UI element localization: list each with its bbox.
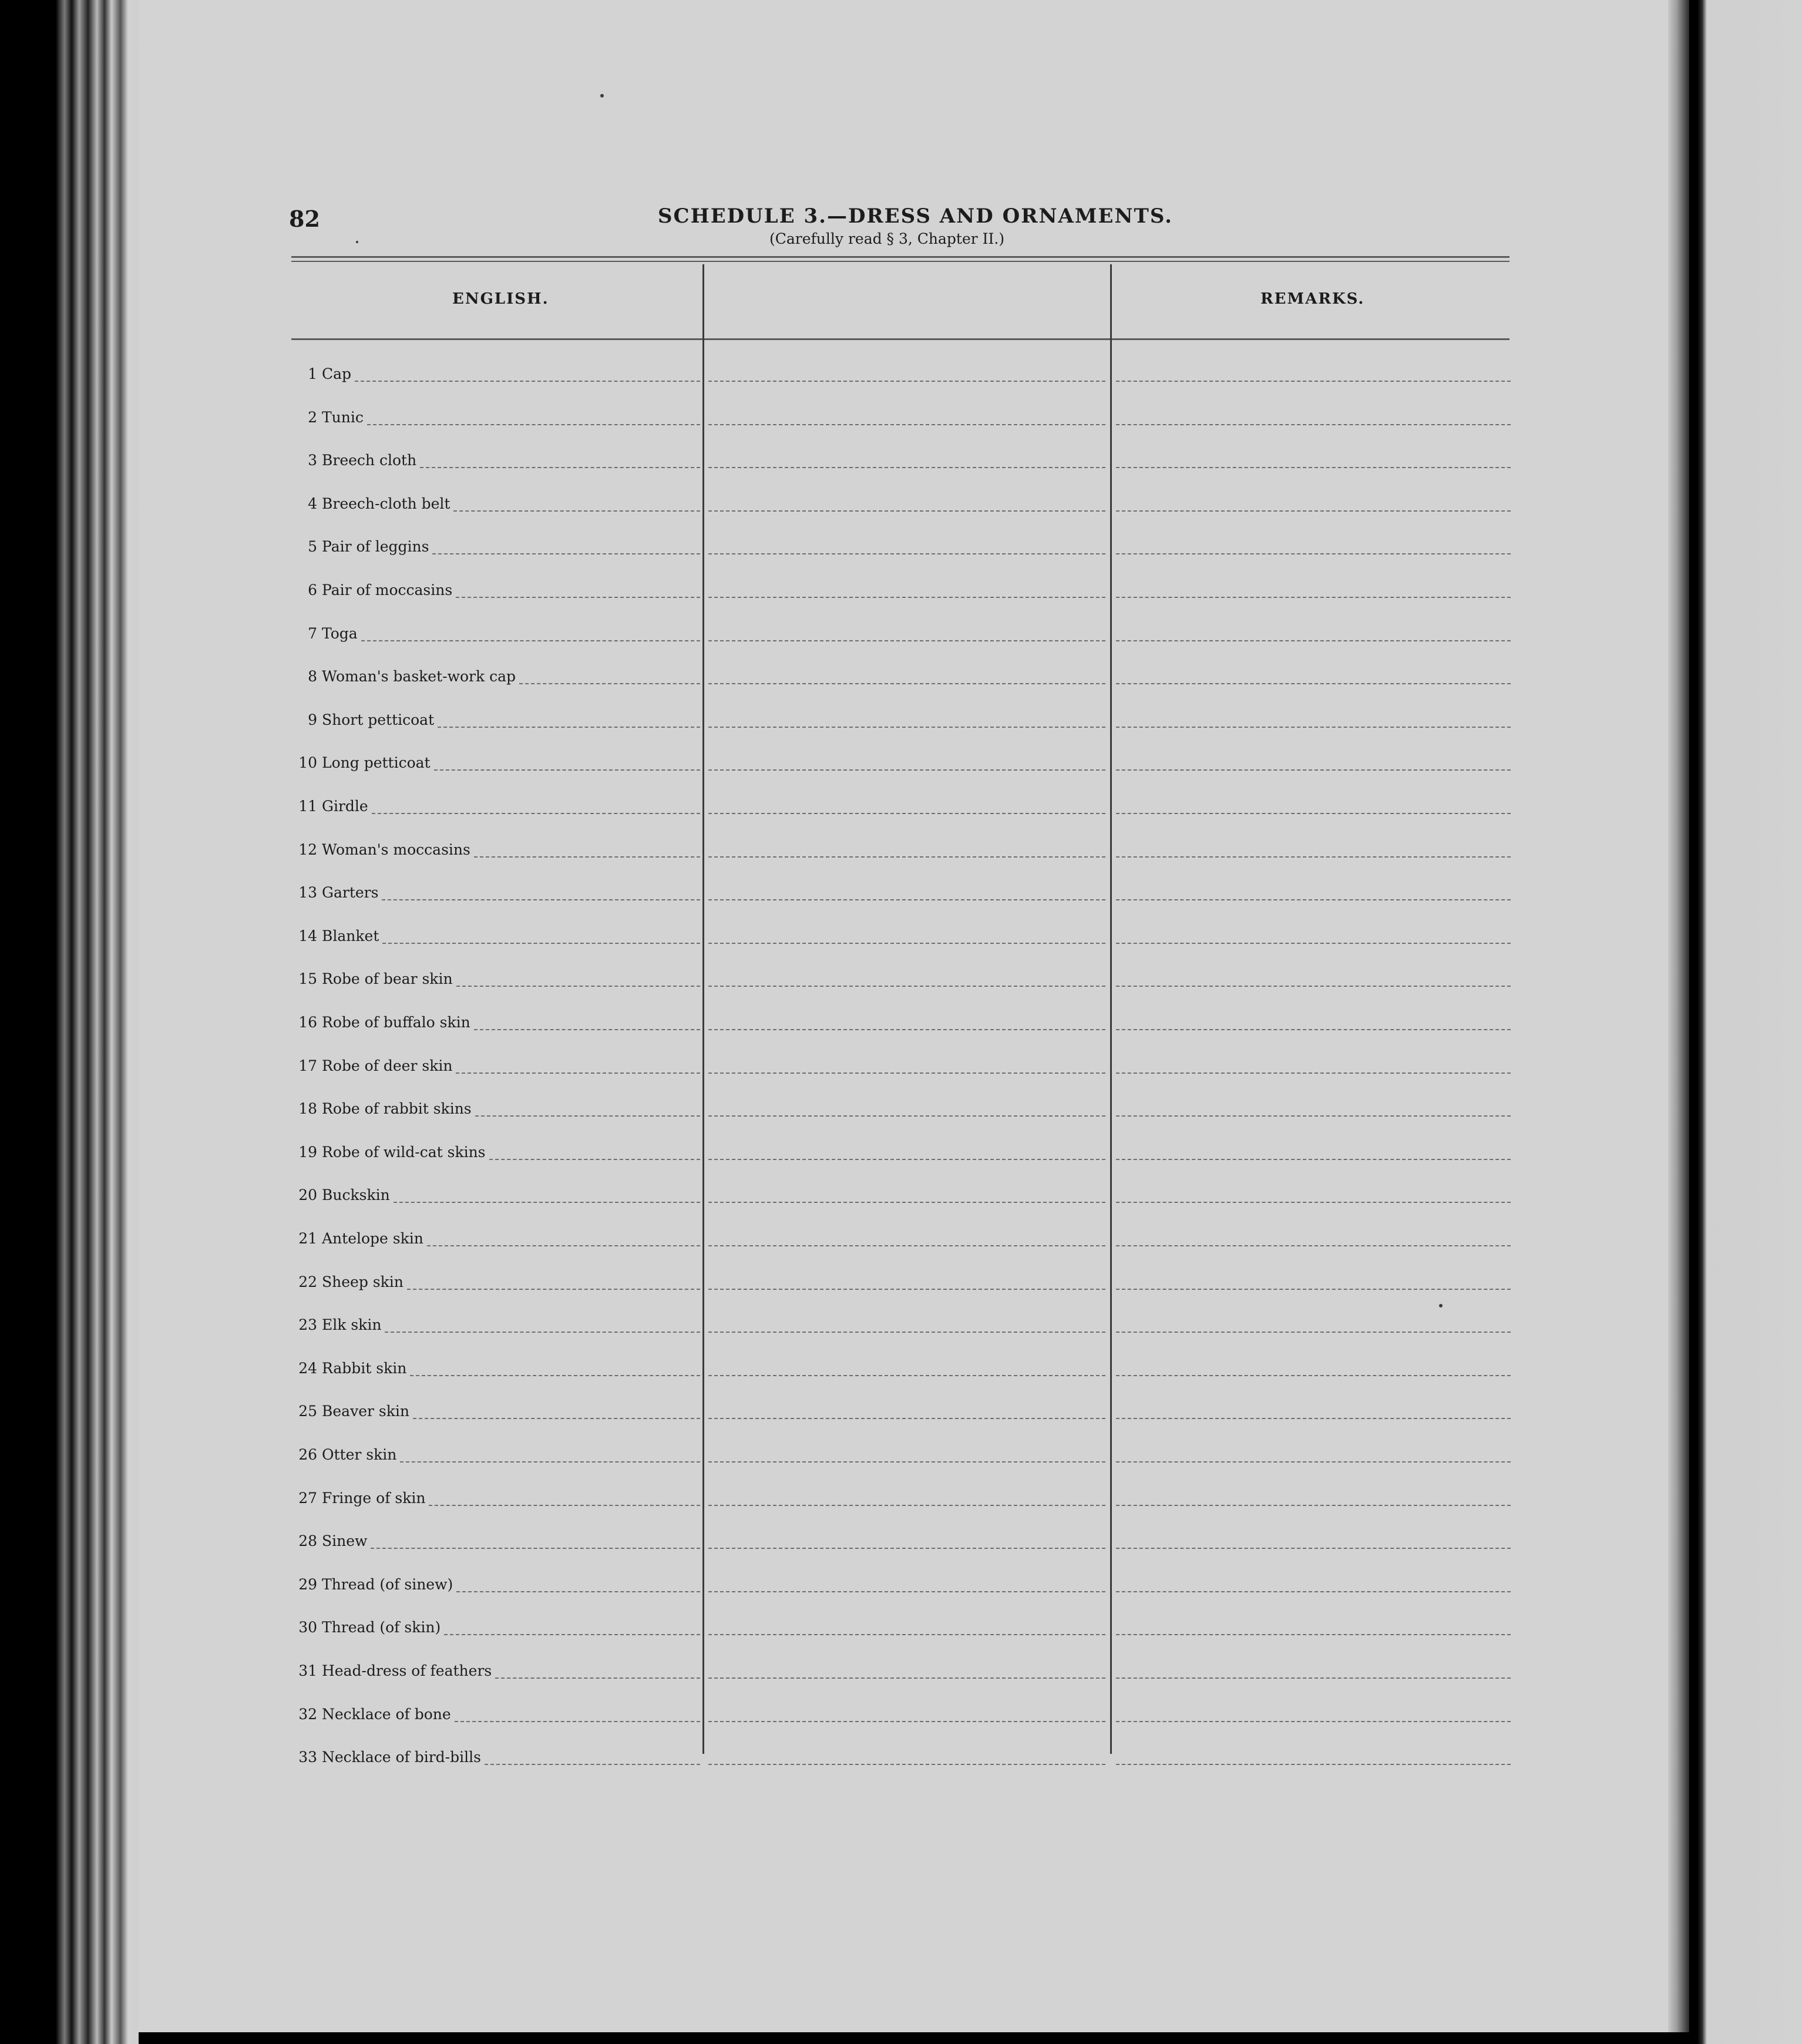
row-number: 15 [298,970,317,987]
column-header-remarks: REMARKS. [1260,290,1365,308]
native-entry-line [708,1677,1105,1679]
row-label: Necklace of bird-bills [322,1749,481,1766]
table-row [294,927,379,951]
column-divider-left [702,264,704,1754]
remarks-entry-line [1116,683,1511,684]
table-row [294,1619,441,1642]
row-number: 2 [308,409,317,426]
row-number: 10 [298,754,317,771]
native-entry-line [708,1159,1105,1160]
remarks-entry-line [1116,510,1511,512]
english-leader-line [420,467,700,468]
remarks-entry-line [1116,1029,1511,1030]
native-entry-line [708,943,1105,944]
row-label: Garters [322,884,379,901]
table-row [294,581,452,605]
remarks-entry-line [1116,1677,1511,1679]
english-leader-line [410,1375,700,1376]
remarks-entry-line [1116,597,1511,598]
native-entry-line [708,856,1105,858]
paper-speck [1439,1304,1443,1307]
english-leader-line [489,1159,700,1160]
english-leader-line [355,381,700,382]
row-number: 20 [298,1186,317,1203]
row-label: Pair of moccasins [322,581,453,599]
table-row [294,538,429,562]
table-row [294,409,364,432]
row-number: 18 [298,1100,317,1117]
remarks-entry-line [1116,381,1511,382]
remarks-entry-line [1116,1115,1511,1117]
row-label: Woman's moccasins [322,841,470,858]
table-row [294,754,431,778]
table-row [294,495,450,519]
row-number: 32 [298,1706,317,1723]
native-entry-line [708,1548,1105,1549]
row-label: Tunic [322,409,364,426]
english-leader-line [456,1073,700,1074]
native-entry-line [708,1634,1105,1635]
remarks-entry-line [1116,1332,1511,1333]
table-row [294,841,470,865]
table-row [294,668,516,691]
remarks-entry-line [1116,1202,1511,1203]
native-entry-line [708,813,1105,814]
page-gutter-shadow [1668,0,1689,2032]
native-entry-line [708,553,1105,554]
row-number: 14 [298,927,317,944]
row-label: Sheep skin [322,1273,404,1290]
table-row [294,798,368,821]
row-number: 24 [298,1360,317,1377]
native-entry-line [708,1505,1105,1506]
row-label: Fringe of skin [322,1490,426,1507]
native-entry-line [708,1289,1105,1290]
row-label: Robe of rabbit skins [322,1100,472,1117]
english-leader-line [427,1245,700,1246]
english-leader-line [475,1115,700,1117]
adjacent-page-edge [1689,0,1802,2044]
english-leader-line [456,986,700,987]
remarks-entry-line [1116,1634,1511,1635]
remarks-entry-line [1116,1418,1511,1419]
table-row [294,1749,481,1772]
english-leader-line [519,683,700,684]
row-number: 30 [298,1619,317,1636]
table-row [294,1403,409,1426]
remarks-entry-line [1116,424,1511,425]
english-leader-line [434,769,700,771]
remarks-entry-line [1116,1375,1511,1376]
remarks-entry-line [1116,1505,1511,1506]
column-divider-right [1110,264,1112,1754]
column-header-english: ENGLISH. [452,290,549,308]
english-leader-line [429,1505,700,1506]
table-row [294,1316,381,1340]
remarks-entry-line [1116,1764,1511,1765]
remarks-entry-line [1116,1159,1511,1160]
row-number: 7 [308,625,317,642]
row-number: 17 [298,1057,317,1074]
table-row [294,1100,472,1124]
english-leader-line [361,640,700,641]
row-number: 33 [298,1749,317,1766]
row-number: 11 [298,798,317,815]
table-row [294,365,351,389]
english-leader-line [456,1591,700,1592]
paper-speck [600,94,604,98]
table-row [294,1014,470,1037]
row-label: Toga [322,625,358,642]
english-leader-line [385,1332,700,1333]
native-entry-line [708,1591,1105,1592]
native-entry-line [708,1332,1105,1333]
table-row [294,970,453,994]
native-entry-line [708,597,1105,598]
row-number: 19 [298,1144,317,1161]
row-label: Head-dress of feathers [322,1662,492,1679]
native-entry-line [708,424,1105,425]
english-leader-line [407,1289,700,1290]
row-label: Robe of bear skin [322,970,453,987]
remarks-entry-line [1116,1548,1511,1549]
row-label: Necklace of bone [322,1706,451,1723]
remarks-entry-line [1116,1245,1511,1246]
english-leader-line [372,813,700,814]
row-label: Robe of deer skin [322,1057,453,1074]
table-row [294,1273,404,1297]
row-number: 26 [298,1446,317,1463]
table-row [294,1532,367,1556]
row-label: Otter skin [322,1446,397,1463]
remarks-entry-line [1116,1591,1511,1592]
table-row [294,1706,451,1729]
english-leader-line [382,943,700,944]
header-rule-top [291,256,1509,258]
page-subtitle: (Carefully read § 3, Chapter II.) [769,230,1005,247]
page-number: 82 [289,206,320,232]
native-entry-line [708,1115,1105,1117]
row-label: Girdle [322,798,368,815]
row-label: Thread (of sinew) [322,1576,453,1593]
row-label: Robe of wild-cat skins [322,1144,486,1161]
table-row [294,884,378,907]
native-entry-line [708,899,1105,900]
row-label: Breech-cloth belt [322,495,451,512]
table-row [294,1490,425,1513]
row-label: Blanket [322,927,379,944]
table-row [294,1662,492,1686]
remarks-entry-line [1116,1073,1511,1074]
native-entry-line [708,1461,1105,1463]
row-label: Antelope skin [322,1230,423,1247]
book-binding-edge [0,0,139,2044]
row-label: Beaver skin [322,1403,409,1420]
remarks-entry-line [1116,1461,1511,1463]
remarks-entry-line [1116,769,1511,771]
header-rule-top-second [291,261,1509,262]
row-label: Elk skin [322,1316,382,1333]
table-row [294,1144,486,1167]
remarks-entry-line [1116,986,1511,987]
native-entry-line [708,986,1105,987]
table-row [294,1446,396,1470]
row-number: 5 [308,538,317,555]
native-entry-line [708,727,1105,728]
native-entry-line [708,381,1105,382]
remarks-entry-line [1116,640,1511,641]
english-leader-line [485,1764,700,1765]
native-entry-line [708,1375,1105,1376]
english-leader-line [444,1634,700,1635]
english-leader-line [495,1677,700,1679]
native-entry-line [708,1764,1105,1765]
row-number: 3 [308,452,317,469]
remarks-entry-line [1116,553,1511,554]
row-number: 27 [298,1490,317,1507]
remarks-entry-line [1116,856,1511,858]
remarks-entry-line [1116,943,1511,944]
row-number: 28 [298,1532,317,1549]
row-label: Breech cloth [322,452,417,469]
table-row [294,1360,406,1383]
english-leader-line [382,899,700,900]
table-row [294,1057,452,1081]
native-entry-line [708,1202,1105,1203]
header-rule-bottom [291,338,1509,340]
english-leader-line [367,424,700,425]
english-leader-line [394,1202,700,1203]
row-label: Short petticoat [322,711,435,728]
row-label: Woman's basket-work cap [322,668,516,685]
remarks-entry-line [1116,813,1511,814]
row-number: 12 [298,841,317,858]
english-leader-line [455,1721,700,1722]
native-entry-line [708,510,1105,512]
row-number: 16 [298,1014,317,1031]
row-number: 8 [308,668,317,685]
native-entry-line [708,1245,1105,1246]
remarks-entry-line [1116,1721,1511,1722]
english-leader-line [400,1461,700,1463]
english-leader-line [432,553,700,554]
english-leader-line [371,1548,700,1549]
paper-speck [356,241,358,243]
row-number: 4 [308,495,317,512]
native-entry-line [708,467,1105,468]
row-label: Cap [322,365,352,382]
native-entry-line [708,640,1105,641]
english-leader-line [474,1029,700,1030]
native-entry-line [708,1418,1105,1419]
table-row [294,711,434,735]
row-label: Pair of leggins [322,538,429,555]
table-row [294,625,358,648]
native-entry-line [708,1721,1105,1722]
english-leader-line [413,1418,700,1419]
english-leader-line [456,597,700,598]
row-number: 25 [298,1403,317,1420]
native-entry-line [708,1073,1105,1074]
english-leader-line [438,727,700,728]
row-number: 13 [298,884,317,901]
english-leader-line [453,510,700,512]
table-row [294,1186,390,1210]
page-title: SCHEDULE 3.—DRESS AND ORNAMENTS. [658,204,1174,228]
row-number: 31 [298,1662,317,1679]
row-number: 6 [308,581,317,599]
row-label: Long petticoat [322,754,431,771]
row-label: Thread (of skin) [322,1619,441,1636]
table-row [294,1230,423,1253]
row-label: Sinew [322,1532,368,1549]
native-entry-line [708,683,1105,684]
native-entry-line [708,769,1105,771]
table-row [294,452,416,475]
table-row [294,1576,453,1599]
row-number: 22 [298,1273,317,1290]
row-number: 29 [298,1576,317,1593]
remarks-entry-line [1116,1289,1511,1290]
native-entry-line [708,1029,1105,1030]
row-label: Robe of buffalo skin [322,1014,470,1031]
row-label: Rabbit skin [322,1360,407,1377]
english-leader-line [474,856,700,858]
remarks-entry-line [1116,467,1511,468]
row-number: 9 [308,711,317,728]
row-label: Buckskin [322,1186,390,1203]
remarks-entry-line [1116,899,1511,900]
row-number: 21 [298,1230,317,1247]
remarks-entry-line [1116,727,1511,728]
row-number: 23 [298,1316,317,1333]
row-number: 1 [308,365,317,382]
